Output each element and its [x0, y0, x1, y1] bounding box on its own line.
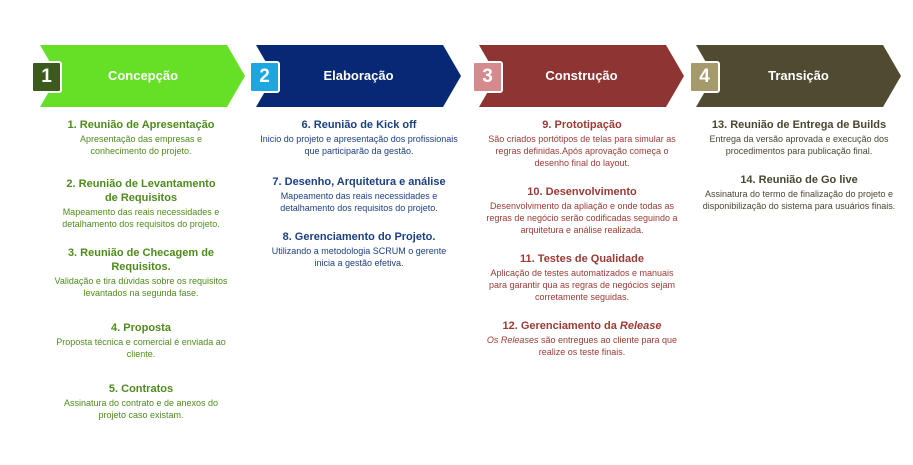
phase-items [249, 118, 469, 269]
list-item [31, 118, 251, 157]
item-title: 13. Reunião de Entrega de Builds [711, 119, 887, 131]
item-description: Proposta técnica e comercial é enviada ao cliente. [56, 337, 226, 359]
item-title: 2. Reunião de Levantamento de Requisitos [66, 178, 216, 204]
phase-title: Concepção [107, 68, 179, 83]
phase-number-badge: 1 [31, 61, 62, 93]
item-description: Utilizando a metodologia SCRUM o gerente inicia a gestão efetiva. [271, 246, 447, 268]
list-item [472, 252, 692, 303]
list-item [249, 175, 469, 214]
item-title: 11. Testes de Qualidade [520, 253, 644, 265]
phase-items [689, 118, 909, 212]
phase-arrow [689, 45, 909, 107]
item-title: 9. Prototipação [542, 119, 622, 131]
item-desc-text: são entregues ao cliente para que realize os teste finais. [538, 335, 678, 357]
phase-title: Transição [768, 68, 829, 83]
item-title-italic: Release [619, 320, 662, 332]
phase-number-badge: 2 [249, 61, 280, 93]
phase-elaboracao [249, 0, 469, 465]
list-item [31, 246, 251, 299]
item-title [472, 319, 692, 333]
phase-construcao [472, 0, 692, 465]
phase-concepcao [31, 0, 251, 465]
item-description: Mapeamento das reais necessidades e detalhamento dos requisitos do projeto. [280, 191, 438, 213]
list-item [249, 118, 469, 157]
item-desc-italic: Os Releases [486, 335, 539, 345]
item-description: Assinatura do contrato e de anexos do projeto caso existam. [63, 398, 219, 420]
item-title: 6. Reunião de Kick off [301, 119, 417, 131]
phase-title: Construção [545, 68, 618, 83]
item-description: Apresentação das empresas e conhecimento do projeto. [79, 134, 203, 156]
list-item [472, 118, 692, 169]
phase-title: Elaboração [323, 68, 394, 83]
item-description: Inicio do projeto e apresentação dos profissionais que participarão da gestão. [260, 134, 458, 156]
item-description: Validação e tira dúvidas sobre os requisitos levantados na segunda fase. [54, 276, 228, 298]
item-title-text: 12. Gerenciamento da [502, 320, 620, 332]
phase-number-badge: 4 [689, 61, 720, 93]
item-title: 5. Contratos [108, 383, 174, 395]
item-description: Entrega da versão aprovada e execução dos procedimentos para publicação final. [709, 134, 889, 156]
item-title: 3. Reunião de Checagem de Requisitos. [67, 247, 215, 273]
item-title: 7. Desenho, Arquitetura e análise [272, 176, 446, 188]
item-description: Aplicação de testes automatizados e manuais para garantir qua as regras de negócios sejam corretamente seguidas. [488, 268, 676, 302]
phase-arrow [249, 45, 469, 107]
list-item [689, 173, 909, 212]
list-item [31, 177, 251, 230]
item-title: 4. Proposta [111, 322, 171, 334]
phase-transicao [689, 0, 909, 465]
list-item [689, 118, 909, 157]
list-item [249, 230, 469, 269]
phase-items [31, 118, 251, 421]
item-description: Desenvolvimento da apliação e onde todas as regras de negócio serão codificadas seguindo a arquitetura e análise realizada. [486, 201, 678, 235]
list-item [472, 185, 692, 236]
item-description [472, 334, 692, 358]
item-description: São criados portótipos de telas para simular as regras definidas.Após aprovação começa o desenho final do layout. [488, 134, 676, 168]
list-item [31, 321, 251, 360]
phase-items [472, 118, 692, 358]
list-item [31, 382, 251, 421]
item-description: Assinatura do termo de finalização do projeto e disponibilização do sistema para usuários finais. [702, 189, 896, 211]
item-description: Mapeamento das reais necessidades e detalhamento dos requisitos do projeto. [62, 207, 220, 229]
phase-arrow [31, 45, 251, 107]
item-title: 14. Reunião de Go live [740, 174, 858, 186]
item-title: 8. Gerenciamento do Projeto. [282, 231, 436, 243]
item-title: 1. Reunião de Apresentação [67, 119, 215, 131]
phase-arrow [472, 45, 692, 107]
item-title: 10. Desenvolvimento [527, 186, 637, 198]
list-item [472, 319, 692, 358]
phase-number-badge: 3 [472, 61, 503, 93]
